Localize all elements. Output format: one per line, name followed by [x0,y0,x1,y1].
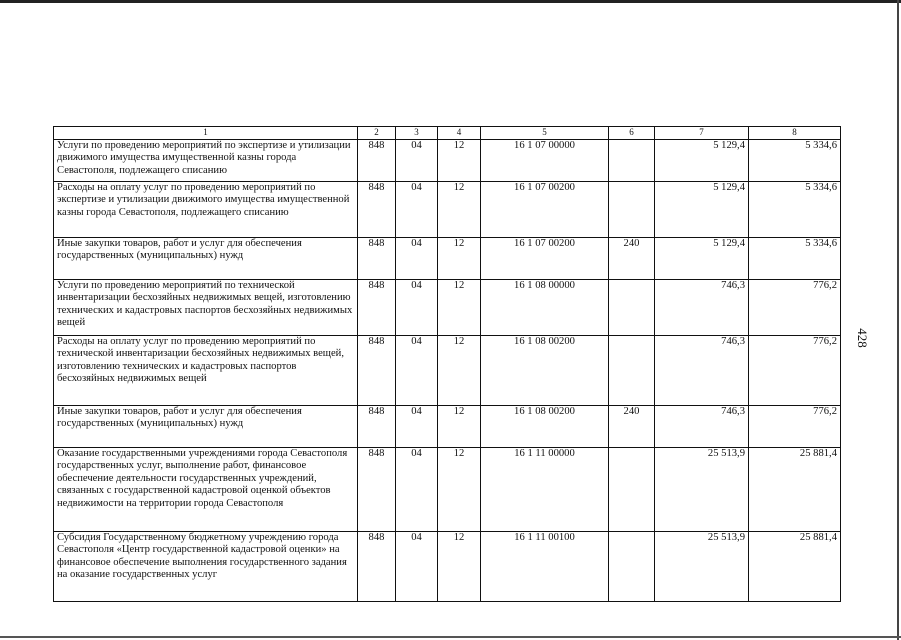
sum-year-1: 25 513,9 [655,448,749,532]
sum-year-1: 5 129,4 [655,182,749,238]
sum-year-1: 746,3 [655,280,749,336]
vedomstvo-code: 848 [358,448,396,532]
table-row [54,406,841,448]
razdel-code: 04 [396,406,438,448]
expense-type-code [609,182,655,238]
table-row [54,280,841,336]
expense-name: Услуги по проведению мероприятий по экспертизе и утилизации движимого имущества имущественной казны города Севастополя, подлежащего списанию [54,140,358,182]
podrazdel-code: 12 [438,238,481,280]
scan-edge-bottom [0,636,901,638]
scan-edge-top [0,0,901,3]
target-article-code: 16 1 07 00000 [481,140,609,182]
target-article-code: 16 1 11 00100 [481,532,609,602]
expense-type-code [609,448,655,532]
razdel-code: 04 [396,336,438,406]
razdel-code: 04 [396,238,438,280]
sum-year-1: 5 129,4 [655,140,749,182]
sum-year-2: 5 334,6 [749,182,841,238]
table-row [54,448,841,532]
expense-name: Иные закупки товаров, работ и услуг для обеспечения государственных (муниципальных) нужд [54,406,358,448]
expense-name: Иные закупки товаров, работ и услуг для обеспечения государственных (муниципальных) нужд [54,238,358,280]
vedomstvo-code: 848 [358,406,396,448]
column-number: 1 [54,127,358,140]
podrazdel-code: 12 [438,406,481,448]
target-article-code: 16 1 08 00000 [481,280,609,336]
podrazdel-code: 12 [438,336,481,406]
column-number: 6 [609,127,655,140]
expense-name: Субсидия Государственному бюджетному учреждению города Севастополя «Центр государственной кадастровой оценки» на финансовое обеспечение выполнения государственного задания на оказание государственных услуг [54,532,358,602]
vedomstvo-code: 848 [358,182,396,238]
sum-year-2: 25 881,4 [749,448,841,532]
sum-year-1: 746,3 [655,336,749,406]
column-number: 2 [358,127,396,140]
column-number-row [54,127,841,140]
target-article-code: 16 1 11 00000 [481,448,609,532]
column-number: 4 [438,127,481,140]
table-row [54,336,841,406]
sum-year-2: 5 334,6 [749,238,841,280]
expense-name: Услуги по проведению мероприятий по технической инвентаризации бесхозяйных недвижимых вещей, изготовлению технических и кадастровых паспортов бесхозяйных недвижимых вещей [54,280,358,336]
column-number: 7 [655,127,749,140]
razdel-code: 04 [396,140,438,182]
sum-year-1: 5 129,4 [655,238,749,280]
expense-type-code [609,532,655,602]
expense-type-code [609,140,655,182]
table-row [54,532,841,602]
podrazdel-code: 12 [438,182,481,238]
expense-name: Оказание государственными учреждениями города Севастополя государственных услуг, выполнение работ, финансовое обеспечение деятельности государственных учреждений, связанных с государственной кадастровой оценкой объектов недвижимости на территории города Севастополя [54,448,358,532]
expense-type-code: 240 [609,238,655,280]
razdel-code: 04 [396,532,438,602]
expense-type-code [609,336,655,406]
razdel-code: 04 [396,280,438,336]
table-row [54,182,841,238]
target-article-code: 16 1 08 00200 [481,406,609,448]
vedomstvo-code: 848 [358,532,396,602]
expense-name: Расходы на оплату услуг по проведению мероприятий по технической инвентаризации бесхозяйных недвижимых вещей, изготовлению технических и кадастровых паспортов бесхозяйных недвижимых вещей [54,336,358,406]
razdel-code: 04 [396,182,438,238]
expense-type-code [609,280,655,336]
sum-year-2: 776,2 [749,406,841,448]
podrazdel-code: 12 [438,140,481,182]
podrazdel-code: 12 [438,532,481,602]
sum-year-1: 746,3 [655,406,749,448]
podrazdel-code: 12 [438,448,481,532]
target-article-code: 16 1 08 00200 [481,336,609,406]
sum-year-1: 25 513,9 [655,532,749,602]
vedomstvo-code: 848 [358,336,396,406]
target-article-code: 16 1 07 00200 [481,182,609,238]
podrazdel-code: 12 [438,280,481,336]
sum-year-2: 776,2 [749,280,841,336]
page-number: 428 [855,328,870,348]
table-row [54,238,841,280]
expense-type-code: 240 [609,406,655,448]
vedomstvo-code: 848 [358,280,396,336]
column-number: 8 [749,127,841,140]
vedomstvo-code: 848 [358,140,396,182]
target-article-code: 16 1 07 00200 [481,238,609,280]
column-number: 5 [481,127,609,140]
vedomstvo-code: 848 [358,238,396,280]
sum-year-2: 5 334,6 [749,140,841,182]
razdel-code: 04 [396,448,438,532]
sum-year-2: 776,2 [749,336,841,406]
budget-table [53,126,841,602]
table-row [54,140,841,182]
expense-name: Расходы на оплату услуг по проведению мероприятий по экспертизе и утилизации движимого имущества имущественной казны города Севастополя, подлежащего списанию [54,182,358,238]
scan-edge-right [897,0,899,640]
column-number: 3 [396,127,438,140]
sum-year-2: 25 881,4 [749,532,841,602]
